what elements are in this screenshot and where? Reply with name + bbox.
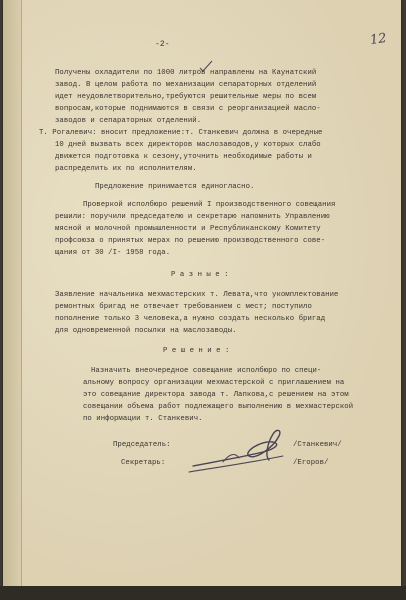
text-line: альному вопросу организации мехмастерской с приглашением на: [83, 379, 345, 387]
text-line: Т. Рогалевич: вносит предложение:т. Станкевич должна в очередные: [39, 129, 323, 137]
text-line: идет неудовлетворительно,требуются решительные меры по всем: [55, 93, 317, 101]
text-line: профсоюза о принятых мерах по решению производственного сове-: [55, 237, 326, 245]
document-page: [3, 0, 401, 586]
text-line: это совещание директора завода т. Лапкова,с решением на этом: [83, 391, 349, 399]
chairman-name: /Станкевич/: [293, 441, 342, 449]
text-line: вопросам,которые поднимаются в связи с реорганизацией маслo-: [55, 105, 321, 113]
heading-resolution: Р е ш е н и е :: [163, 347, 230, 355]
text-line: совещании объема работ подлежащего выполнению в мехмастерской: [83, 403, 354, 411]
scan-bottom-edge: [0, 586, 406, 600]
secretary-name: /Егоров/: [293, 459, 329, 467]
text-line: пополнение только 3 человека,а нужно создать несколько бригад: [55, 315, 326, 323]
chairman-label: Председатель:: [113, 441, 171, 449]
handwritten-signature: [183, 422, 293, 482]
decision-text: Предложение принимается единогласно.: [95, 183, 255, 191]
text-line: мясной и молочной промышленности и Республиканскому Комитету: [55, 225, 321, 233]
page-number: -2-: [155, 40, 170, 49]
text-line: по информации т. Станкевич.: [83, 415, 203, 423]
text-line: ремонтных бригад не отвечает требованием с мест; поступило: [55, 303, 312, 311]
text-line: Заявление начальника мехмастерских т. Левата,что укомплектование: [55, 291, 339, 299]
text-line: для одновременной посылки на маслозаводы.: [55, 327, 237, 335]
text-line: Получены охладители по 1000 литров направлены на Каунатский: [55, 69, 317, 77]
text-line: решили: поручили председателю и секретарю напомнить Управлению: [55, 213, 330, 221]
text-line: Проверкой исполбюро решений I производственного совещания: [83, 201, 336, 209]
text-line: движется подготовка к сезону,уточнить необходимые работы и: [55, 153, 312, 161]
handwritten-page-mark: 12: [369, 30, 388, 49]
text-line: завод. В целом работа по механизации сепараторных отделений: [55, 81, 317, 89]
text-line: щания от 30 /I- 1958 года.: [55, 249, 171, 257]
text-line: заводов и сепараторных отделений.: [55, 117, 202, 125]
secretary-label: Секретарь:: [121, 459, 166, 467]
text-line: Назначить внеочередное совещание исполбюро по специ-: [91, 367, 322, 375]
text-line: распределить их по исполнителям.: [55, 165, 197, 173]
pen-tick-mark: [199, 60, 213, 72]
page-binding-edge: [3, 0, 22, 586]
heading-misc: Р а з н ы е :: [171, 271, 229, 279]
text-line: 10 дней вызвать всех директоров маслозаводов,у которых слабо: [55, 141, 321, 149]
